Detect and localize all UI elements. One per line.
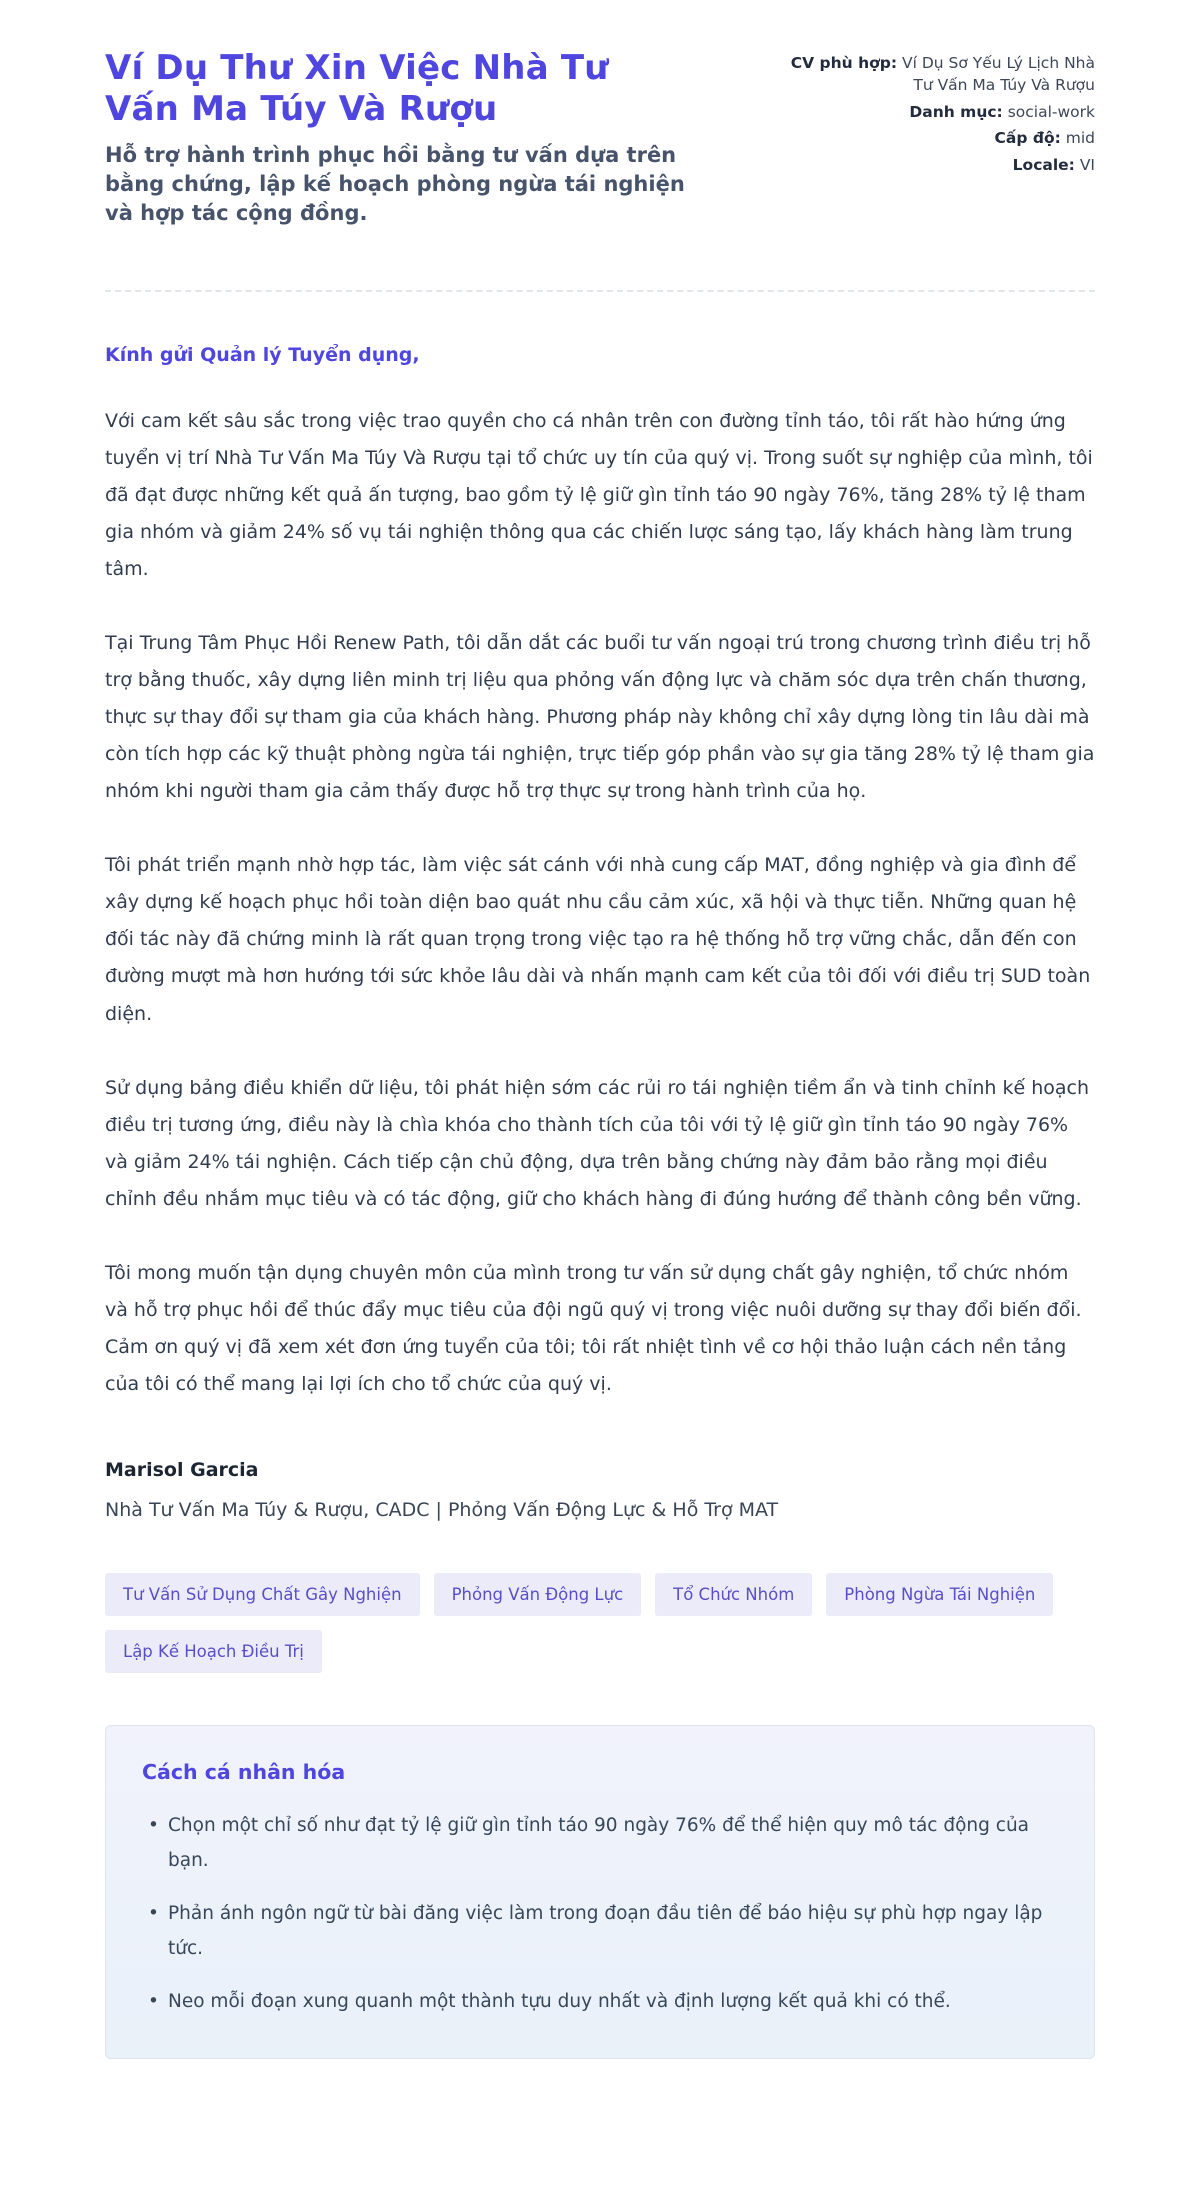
meta-label: Locale:	[1012, 155, 1075, 174]
skill-tags	[105, 1573, 1095, 1673]
letter-body	[105, 344, 1095, 1521]
meta-value: mid	[1065, 129, 1095, 148]
callout-list	[142, 1808, 1058, 2020]
skill-tag: Phỏng Vấn Động Lực	[434, 1573, 642, 1616]
meta-value: VI	[1079, 155, 1095, 174]
signature-name: Marisol Garcia	[105, 1458, 259, 1481]
letter-paragraph: Tại Trung Tâm Phục Hồi Renew Path, tôi dẫn dắt các buổi tư vấn ngoại trú trong chương trình điều trị hỗ trợ bằng thuốc, xây dựng liên minh trị liệu qua phỏng vấn động lực và chăm sóc dựa trên chấn thương, thực sự thay đổi sự tham gia của khách hàng. Phương pháp này không chỉ xây dựng lòng tin lâu dài mà còn tích hợp các kỹ thuật phòng ngừa tái nghiện, trực tiếp góp phần vào sự gia tăng 28% tỷ lệ tham gia nhóm khi người tham gia cảm thấy được hỗ trợ thực sự trong hành trình của họ.	[105, 632, 1095, 803]
meta-value: Ví Dụ Sơ Yếu Lý Lịch Nhà Tư Vấn Ma Túy Và Rượu	[902, 54, 1095, 95]
letter-paragraph: Tôi phát triển mạnh nhờ hợp tác, làm việc sát cánh với nhà cung cấp MAT, đồng nghiệp và gia đình để xây dựng kế hoạch phục hồi toàn diện bao quát nhu cầu cảm xúc, xã hội và thực tiễn. Những quan hệ đối tác này đã chứng minh là rất quan trọng trong việc tạo ra hệ thống hỗ trợ vững chắc, dẫn đến con đường mượt mà hơn hướng tới sức khỏe lâu dài và nhấn mạnh cam kết của tôi đối với điều trị SUD toàn diện.	[105, 854, 1091, 1025]
callout-bullet: • Phản ánh ngôn ngữ từ bài đăng việc làm trong đoạn đầu tiên để báo hiệu sự phù hợp ngay lập tức.	[142, 1896, 1058, 1966]
skill-tag: Phòng Ngừa Tái Nghiện	[826, 1573, 1053, 1616]
skill-tag: Lập Kế Hoạch Điều Trị	[105, 1630, 322, 1673]
letter-paragraph: Với cam kết sâu sắc trong việc trao quyền cho cá nhân trên con đường tỉnh táo, tôi rất hào hứng ứng tuyển vị trí Nhà Tư Vấn Ma Túy Và Rượu tại tổ chức uy tín của quý vị. Trong suốt sự nghiệp của mình, tôi đã đạt được những kết quả ấn tượng, bao gồm tỷ lệ giữ gìn tỉnh táo 90 ngày 76%, tăng 28% tỷ lệ tham gia nhóm và giảm 24% số vụ tái nghiện thông qua các chiến lược sáng tạo, lấy khách hàng làm trung tâm.	[105, 409, 1093, 581]
callout-bullet: • Neo mỗi đoạn xung quanh một thành tựu duy nhất và định lượng kết quả khi có thể.	[142, 1984, 1058, 2019]
letter-paragraph: Sử dụng bảng điều khiển dữ liệu, tôi phát hiện sớm các rủi ro tái nghiện tiềm ẩn và tinh chỉnh kế hoạch điều trị tương ứng, điều này là chìa khóa cho thành tích của tôi với tỷ lệ giữ gìn tỉnh táo 90 ngày 76% và giảm 24% tái nghiện. Cách tiếp cận chủ động, dựa trên bằng chứng này đảm bảo rằng mọi điều chỉnh đều nhắm mục tiêu và có tác động, giữ cho khách hàng đi đúng hướng để thành công bền vững.	[105, 1076, 1090, 1210]
meta-label: Danh mục:	[909, 102, 1003, 121]
meta-label: CV phù hợp:	[790, 54, 898, 72]
signature-role: Nhà Tư Vấn Ma Túy & Rượu, CADC | Phỏng Vấn Động Lực & Hỗ Trợ MAT	[105, 1498, 779, 1521]
callout-bullet: • Chọn một chỉ số như đạt tỷ lệ giữ gìn tỉnh táo 90 ngày 76% để thể hiện quy mô tác động của bạn.	[142, 1808, 1058, 1878]
meta-level	[785, 127, 1095, 149]
meta-category	[785, 101, 1095, 123]
letter-paragraph: Tôi mong muốn tận dụng chuyên môn của mình trong tư vấn sử dụng chất gây nghiện, tổ chức nhóm và hỗ trợ phục hồi để thúc đẩy mục tiêu của đội ngũ quý vị trong việc nuôi dưỡng sự thay đổi biến đổi. Cảm ơn quý vị đã xem xét đơn ứng tuyển của tôi; tôi rất nhiệt tình về cơ hội thảo luận cách nền tảng của tôi có thể mang lại lợi ích cho tổ chức của quý vị.	[105, 1261, 1082, 1395]
meta-locale	[785, 154, 1095, 176]
document-header	[105, 48, 1095, 228]
header-title-block	[105, 48, 705, 228]
page-subtitle: Hỗ trợ hành trình phục hồi bằng tư vấn dựa trên bằng chứng, lập kế hoạch phòng ngừa tái nghiện và hợp tác cộng đồng.	[105, 142, 685, 225]
letter-greeting: Kính gửi Quản lý Tuyển dụng,	[105, 343, 420, 366]
header-divider	[105, 290, 1095, 292]
skill-tag: Tư Vấn Sử Dụng Chất Gây Nghiện	[105, 1573, 420, 1616]
personalization-callout	[105, 1725, 1095, 2059]
meta-value: social-work	[1007, 102, 1095, 121]
meta-matching-resume	[785, 52, 1095, 97]
meta-label: Cấp độ:	[994, 129, 1061, 148]
page-title: Ví Dụ Thư Xin Việc Nhà Tư Vấn Ma Túy Và Rượu	[105, 48, 609, 130]
meta-panel	[785, 48, 1095, 180]
skill-tag: Tổ Chức Nhóm	[655, 1573, 812, 1616]
callout-title: Cách cá nhân hóa	[142, 1759, 346, 1784]
